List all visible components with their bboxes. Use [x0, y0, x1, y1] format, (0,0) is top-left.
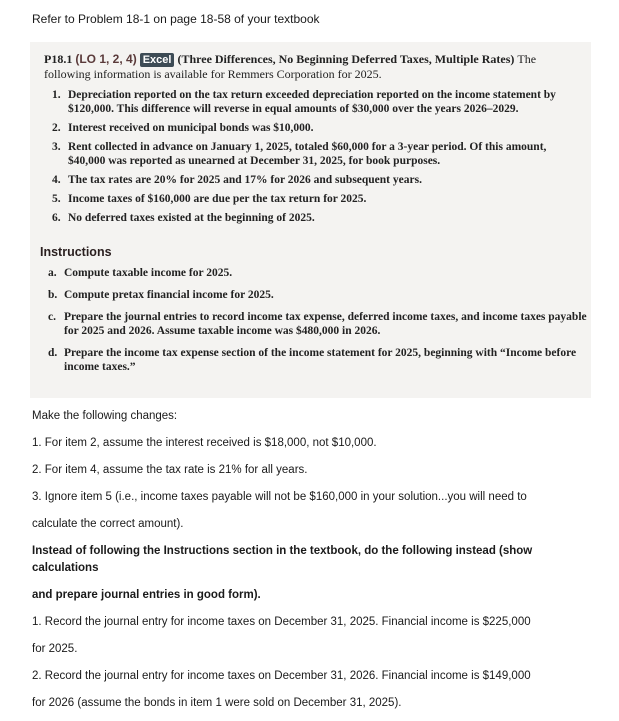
excel-badge: Excel [140, 53, 175, 67]
problem-title: (Three Differences, No Beginning Deferred Taxes, Multiple Rates) [177, 52, 515, 66]
task-1-cont: for 2025. [32, 643, 78, 655]
problem-item: 5. Income taxes of $160,000 are due per the tax return for 2025. [52, 193, 367, 205]
instruction-item: b. Compute pretax financial income for 2025. [48, 289, 274, 301]
instructions-override-end: and prepare journal entries in good form). [32, 589, 261, 601]
problem-header [44, 52, 584, 82]
instructions-override-cont: calculations [32, 562, 99, 574]
instructions-title: Instructions [40, 245, 112, 259]
instructions-override: Instead of following the Instructions section in the textbook, do the following instead (show [32, 545, 533, 557]
problem-number: P18.1 [44, 52, 73, 66]
problem-item: 3. Rent collected in advance on January 1, 2025, totaled $60,000 for a 3-year period. Of this amount, $40,000 was reported as unearned at December 31, 2025, for book purposes. [52, 141, 547, 167]
textbook-excerpt [30, 42, 591, 398]
task-2: 2. Record the journal entry for income taxes on December 31, 2026. Financial income is $149,000 [32, 670, 531, 682]
change-item-3-cont: calculate the correct amount). [32, 518, 184, 530]
problem-item: 4. The tax rates are 20% for 2025 and 17% for 2026 and subsequent years. [52, 174, 422, 186]
task-2-cont: for 2026 (assume the bonds in item 1 were sold on December 31, 2025). [32, 697, 402, 709]
intro-text: Refer to Problem 18-1 on page 18-58 of your textbook [32, 12, 320, 26]
problem-items [52, 88, 582, 230]
problem-item: 1. Depreciation reported on the tax return exceeded depreciation reported on the income statement by $120,000. This difference will reverse in equal amounts of $30,000 over the years 2026–2029. [52, 89, 556, 115]
change-item-2: 2. For item 4, assume the tax rate is 21% for all years. [32, 464, 308, 476]
change-item-1: 1. For item 2, assume the interest received is $18,000, not $10,000. [32, 437, 377, 449]
learning-objectives: (LO 1, 2, 4) [75, 52, 137, 66]
change-item-3: 3. Ignore item 5 (i.e., income taxes payable will not be $160,000 in your solution...you will need to [32, 491, 527, 503]
instruction-item: d. Prepare the income tax expense section of the income statement for 2025, beginning with “Income before income taxes.” [48, 347, 577, 373]
task-1: 1. Record the journal entry for income taxes on December 31, 2025. Financial income is $225,000 [32, 616, 531, 628]
problem-lead: The following information is available for Remmers Corporation for 2025. [44, 52, 537, 81]
problem-item: 6. No deferred taxes existed at the beginning of 2025. [52, 212, 315, 224]
instruction-item: c. Prepare the journal entries to record income tax expense, deferred income taxes, and income taxes payable for 2025 and 2026. Assume taxable income was $480,000 in 2026. [48, 311, 587, 337]
problem-item: 2. Interest received on municipal bonds was $10,000. [52, 122, 314, 134]
changes-heading: Make the following changes: [32, 410, 178, 422]
instructions-list [48, 266, 588, 382]
instruction-item: a. Compute taxable income for 2025. [48, 267, 233, 279]
